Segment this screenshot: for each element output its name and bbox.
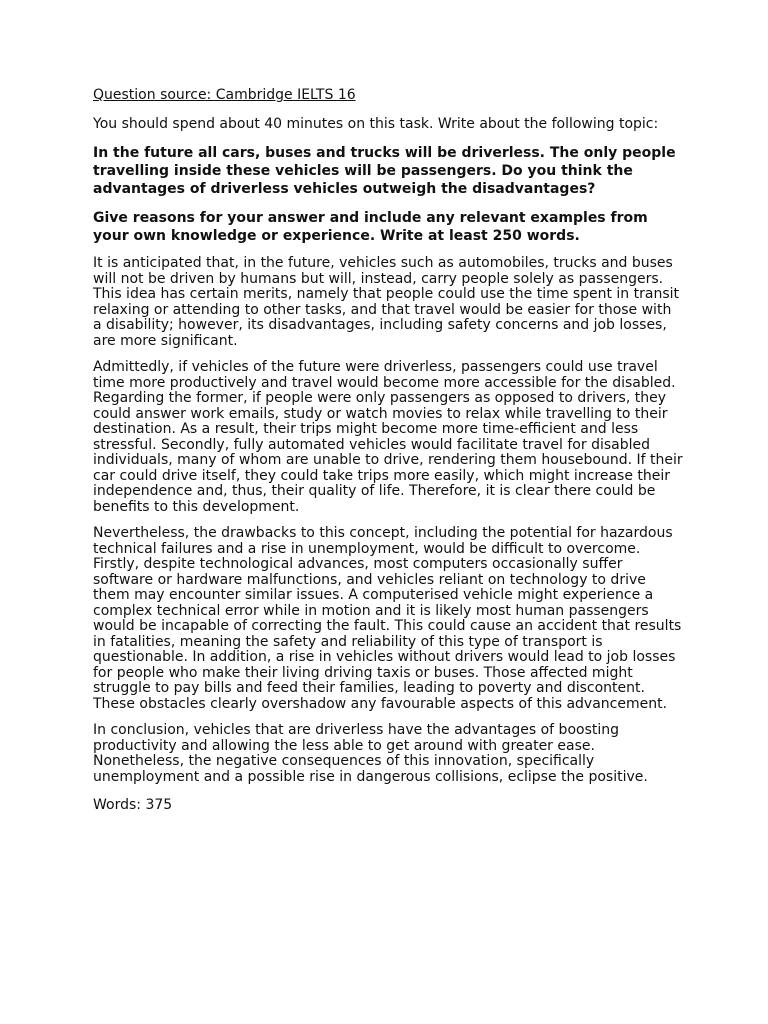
essay-task: Give reasons for your answer and include any relevant examples from your own knowledge or experience. Write at least 250 words. bbox=[93, 210, 648, 244]
task-instruction: You should spend about 40 minutes on this task. Write about the following topic: bbox=[93, 116, 659, 132]
essay-paragraph-disadvantages: Nevertheless, the drawbacks to this concept, including the potential for hazardous technical failures and a rise in unemployment, would be difficult to overcome. Firstly, despite technological advances, most computers occasionally suffer software or hardware malfunctions, and vehicles reliant on technology to drive them may encounter similar issues. A computerised vehicle might experience a complex technical error while in motion and it is likely most human passengers would be incapable of correcting the fault. This could cause an accident that results in fatalities, meaning the safety and reliability of this type of transport is questionable. In addition, a rise in vehicles without drivers would lead to job losses for people who make their living driving taxis or buses. Those affected might struggle to pay bills and feed their families, leading to poverty and discontent. These obstacles clearly overshadow any favourable aspects of this advancement. bbox=[93, 525, 682, 712]
essay-prompt: In the future all cars, buses and trucks will be driverless. The only people travelling inside these vehicles will be passengers. Do you think the advantages of driverless vehicles outweigh the disadvantages? bbox=[93, 145, 676, 197]
essay-paragraph-conclusion: In conclusion, vehicles that are driverless have the advantages of boosting productivity and allowing the less able to get around with greater ease. Nonetheless, the negative consequences of this innovation, specifically unemployment and a possible rise in dangerous collisions, eclipse the positive. bbox=[93, 722, 648, 785]
word-count: Words: 375 bbox=[93, 797, 173, 813]
essay-paragraph-introduction: It is anticipated that, in the future, vehicles such as automobiles, trucks and buses will not be driven by humans but will, instead, carry people solely as passengers. This idea has certain merits, namely that people could use the time spent in transit relaxing or attending to other tasks, and that travel would be easier for those with a disability; however, its disadvantages, including safety concerns and job losses, are more significant. bbox=[93, 255, 680, 349]
essay-paragraph-advantages: Admittedly, if vehicles of the future were driverless, passengers could use travel time more productively and travel would become more accessible for the disabled. Regarding the former, if people were only passengers as opposed to drivers, they could answer work emails, study or watch movies to relax while travelling to their destination. As a result, their trips might become more time-efficient and less stressful. Secondly, fully automated vehicles would facilitate travel for disabled individuals, many of whom are unable to drive, rendering them housebound. If their car could drive itself, they could take trips more easily, which might increase their independence and, thus, their quality of life. Therefore, it is clear there could be benefits to this development. bbox=[93, 359, 683, 515]
question-source: Question source: Cambridge IELTS 16 bbox=[93, 87, 356, 103]
essay-document bbox=[93, 86, 683, 814]
